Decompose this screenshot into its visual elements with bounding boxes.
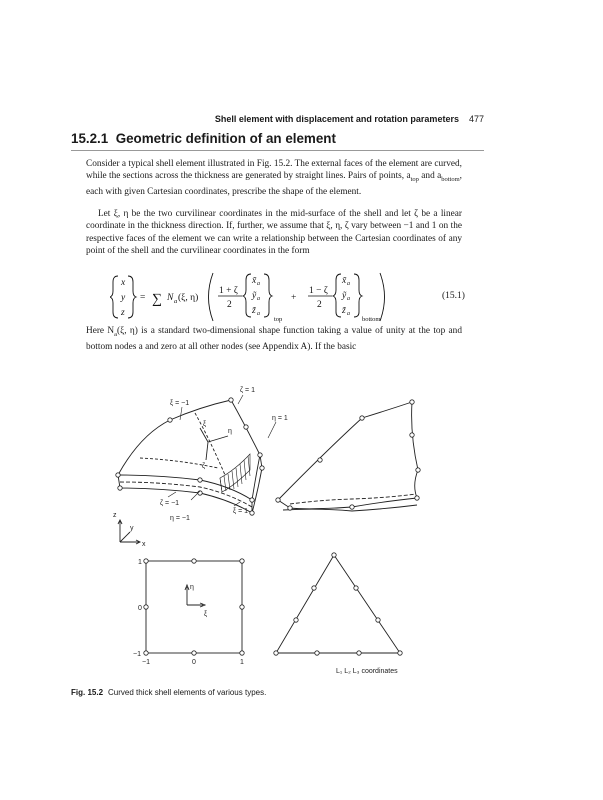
axis-label-z: z [113,512,117,519]
square-label-0: 0 [138,605,142,612]
term2-vec-y-sub: a [347,296,350,302]
label-eta-minus-1: η = −1 [170,515,190,522]
running-head [71,114,484,124]
label-zeta-1: ζ = 1 [240,387,255,394]
paragraph-3-text-b: (ξ, η) is a standard two-dimensional shape function taking a value of unity at the top and bottom nodes a and zero at all other nodes (see Appendix A). If the basic [86,326,462,353]
square-bottom-label-minus-1: −1 [142,659,150,666]
paragraph-3 [86,325,462,353]
curved-shell-element [116,398,264,515]
figure-caption [71,688,266,697]
term1-vec-z-sub: a [257,311,260,317]
curved-2d-mid-line [290,494,416,504]
shell-eta-line [195,413,225,475]
equation-15-1 [110,270,480,325]
label-eta-1: η = 1 [272,415,288,422]
square-label-1: 1 [138,559,142,566]
section-title [71,131,336,146]
paragraph-1-rest: , each with given Cartesian coordinates, prescribe the shape of the element. [86,171,462,198]
square-axis-arrowheads [185,585,205,607]
term2-numerator: 1 − ζ [309,286,328,296]
paragraph-2-text: Let ξ, η be the two curvilinear coordinates in the mid-surface of the shell and let ζ be a linear coordinate in the thickness direction. If, further, we assume that ξ, η, ζ vary between −1 and 1 on the respective faces of the element we can write a relationship between the Cartesian coordinates of any point of the shell and the curvilinear coordinates in the form [86,209,462,256]
plus-sign: + [291,293,297,303]
curved-2d-element [276,400,420,511]
square-label-eta: η [190,584,194,591]
curved-2d-nodes [276,400,420,510]
term2-vec-y: ỹ [342,291,347,301]
shape-function-args: (ξ, η) [178,293,199,303]
page-number: 477 [468,114,484,124]
term1-right-brace [264,274,272,317]
square-label-minus-1: −1 [133,651,141,658]
term1-vec-z: z̃ [252,306,256,316]
left-paren [209,273,214,321]
term2-right-brace [354,274,362,317]
shape-function-sub: a [174,298,178,305]
shell-right-face [252,455,262,513]
title-rule [71,150,484,151]
section-number: 15.2.1 [71,131,109,146]
paragraph-1 [86,158,462,199]
lhs-x: x [121,278,126,288]
arrow-zeta [206,442,208,460]
running-head-title: Shell element with displacement and rotation parameters [214,114,459,124]
paragraph-2 [86,208,462,257]
term2-vec-x-sub: a [347,281,350,287]
term2-left-brace [333,274,341,317]
label-eta: η [228,428,232,435]
triangle-element [274,553,402,655]
square-label-xi: ξ [204,611,208,618]
axis-label-x: x [142,541,146,548]
triangle-nodes [274,553,402,655]
term1-vec-y-sub: a [257,296,260,302]
label-xi-1: ξ = 1 [233,508,249,515]
lhs-y: y [121,293,126,303]
label-xi: ξ [203,421,207,428]
caption-text: Curved thick shell elements of various types. [108,688,267,697]
lhs-z: z [121,308,125,318]
term2-subscript-bottom: bottom [362,316,381,323]
figure-15-2 [100,380,440,680]
label-xi-minus-1: ξ = −1 [170,400,190,407]
term2-vec-x: x̃ [342,276,347,286]
square-nodes [144,559,244,655]
shell-nodes [116,398,264,515]
sum-symbol: ∑ [152,292,162,307]
shape-function: N [167,293,174,303]
term1-subscript-top: top [274,316,283,323]
term1-denominator: 2 [227,300,232,310]
subscript-top: top [410,176,419,184]
square-element [144,559,244,655]
equals-sign: = [140,293,146,303]
square-bottom-label-1: 1 [240,659,244,666]
shell-top-outer-left-edge [118,400,231,475]
term2-denominator: 2 [317,300,322,310]
term1-numerator: 1 + ζ [219,286,238,296]
term2-vec-z: z̃ [342,306,346,316]
subscript-bottom: bottom [441,176,460,184]
paragraph-3-sub: a [114,330,117,338]
term1-vec-x: x̃ [252,276,257,286]
term1-vec-y: ỹ [252,291,257,301]
label-zeta-minus-1: ζ = −1 [160,500,180,507]
shell-top-front-edge [118,475,252,500]
paragraph-1-and: and a [418,171,442,182]
section-title-text: Geometric definition of an element [115,131,336,146]
term1-left-brace [243,274,251,317]
square-bottom-label-0: 0 [192,659,196,666]
arrow-eta [208,436,228,442]
right-paren [380,273,385,321]
axis-label-y: y [130,525,134,532]
term2-vec-z-sub: a [347,311,350,317]
label-zeta: ζ [202,463,206,470]
caption-label: Fig. 15.2 [71,688,104,697]
lhs-left-brace [110,276,118,318]
equation-number: (15.1) [442,291,465,301]
label-leaders [168,395,276,506]
global-axes [118,520,140,544]
paragraph-1-text: Consider a typical shell element illustrated in Fig. 15.2. The external faces of the element are curved, while the sections across the thickness are generated by straight lines. Pairs of points, a [86,159,462,182]
shell-bottom-front-edge [118,475,252,513]
triangle-coordinates-label: L₁ L₂ L₃ coordinates [336,668,398,675]
lhs-right-brace [128,276,136,318]
paragraph-3-text-a: Here N [86,326,115,336]
term1-vec-x-sub: a [257,281,260,287]
